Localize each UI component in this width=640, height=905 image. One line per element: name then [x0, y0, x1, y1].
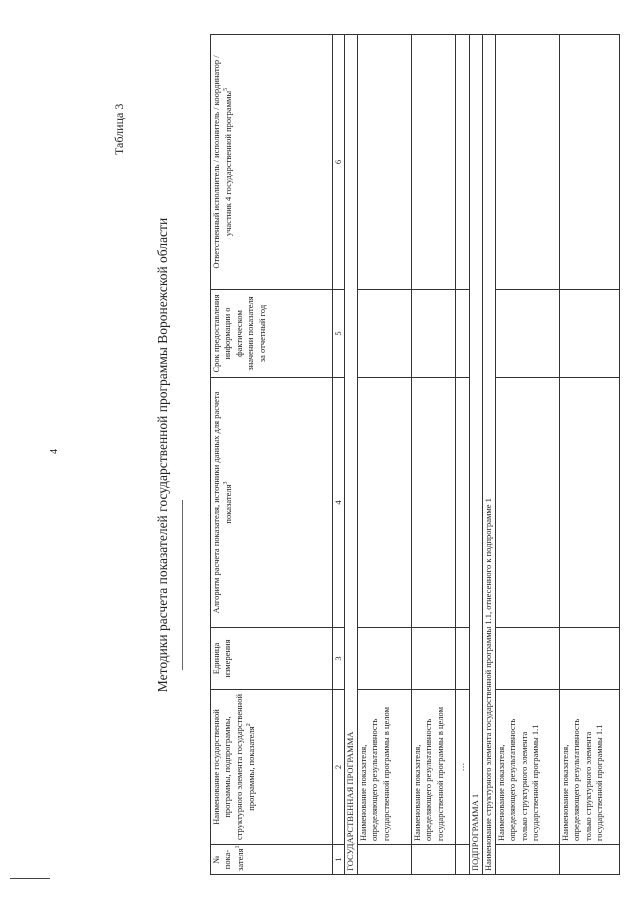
table-row [411, 35, 455, 875]
structural-element-heading: Наименование структурного элемента государственной программы 1.1, отнесенного к подпрограмме 1 [482, 35, 495, 875]
header-cell-4: Алгоритм расчета показателя, источники данных для расчета показателя$^3$ [211, 378, 333, 628]
col-number-6: 6 [333, 35, 345, 290]
gov-program-heading: ГОСУДАРСТВЕННАЯ ПРОГРАММА [345, 35, 357, 875]
table-row [559, 35, 619, 875]
section-row-structural-element [482, 35, 495, 875]
rotated-sheet [30, 35, 615, 875]
gov-indicator-1-name: Наименование показателя, определяющего результативность государственной программы в целом [357, 690, 411, 845]
header-cell-6: Ответственный исполнитель / исполнитель / координатор / участник 4 государственной программы$^5$ [211, 35, 333, 290]
table-label: Таблица 3 [112, 103, 126, 155]
page-number: 4 [49, 449, 60, 454]
title-underline [182, 500, 183, 670]
header-cell-2: Наименование государственной программы, подпрограммы, структурного элемента государственной программы, показателя$^2$ [211, 690, 333, 845]
subprogram-heading: ПОДПРОГРАММА 1 [469, 35, 482, 875]
col-number-3: 3 [333, 628, 345, 690]
header-cell-3: Единица измерения [211, 628, 333, 690]
column-number-row [333, 35, 345, 875]
col-number-1: 1 [333, 845, 345, 875]
section-row-subprogram [469, 35, 482, 875]
document-title: Методики расчета показателей государственной программы Воронежской области [155, 217, 170, 693]
indicators-table [210, 34, 620, 875]
section-row-gov-program [345, 35, 357, 875]
ellipsis-cell: … [455, 690, 469, 845]
header-row [211, 35, 333, 875]
header-cell-1: № пока-зателя$^1$ [211, 845, 333, 875]
table-row [455, 35, 469, 875]
header-cell-5: Срок предоставления информации о фактическом значении показателя за отчетный год [211, 290, 333, 378]
table-row [495, 35, 559, 875]
col-number-5: 5 [333, 290, 345, 378]
gov-indicator-2-name: Наименование показателя, определяющего результативность государственной программы в целом [411, 690, 455, 845]
table-row [357, 35, 411, 875]
sub-indicator-1-name: Наименование показателя, определяющего результативность только структурного элемента государственной программы 1.1 [495, 690, 559, 845]
col-number-4: 4 [333, 378, 345, 628]
sub-indicator-2-name: Наименование показателя, определяющего результативность только структурного элемента государственной программы 1.1 [559, 690, 619, 845]
footnote-rule [10, 878, 50, 879]
col-number-2: 2 [333, 690, 345, 845]
